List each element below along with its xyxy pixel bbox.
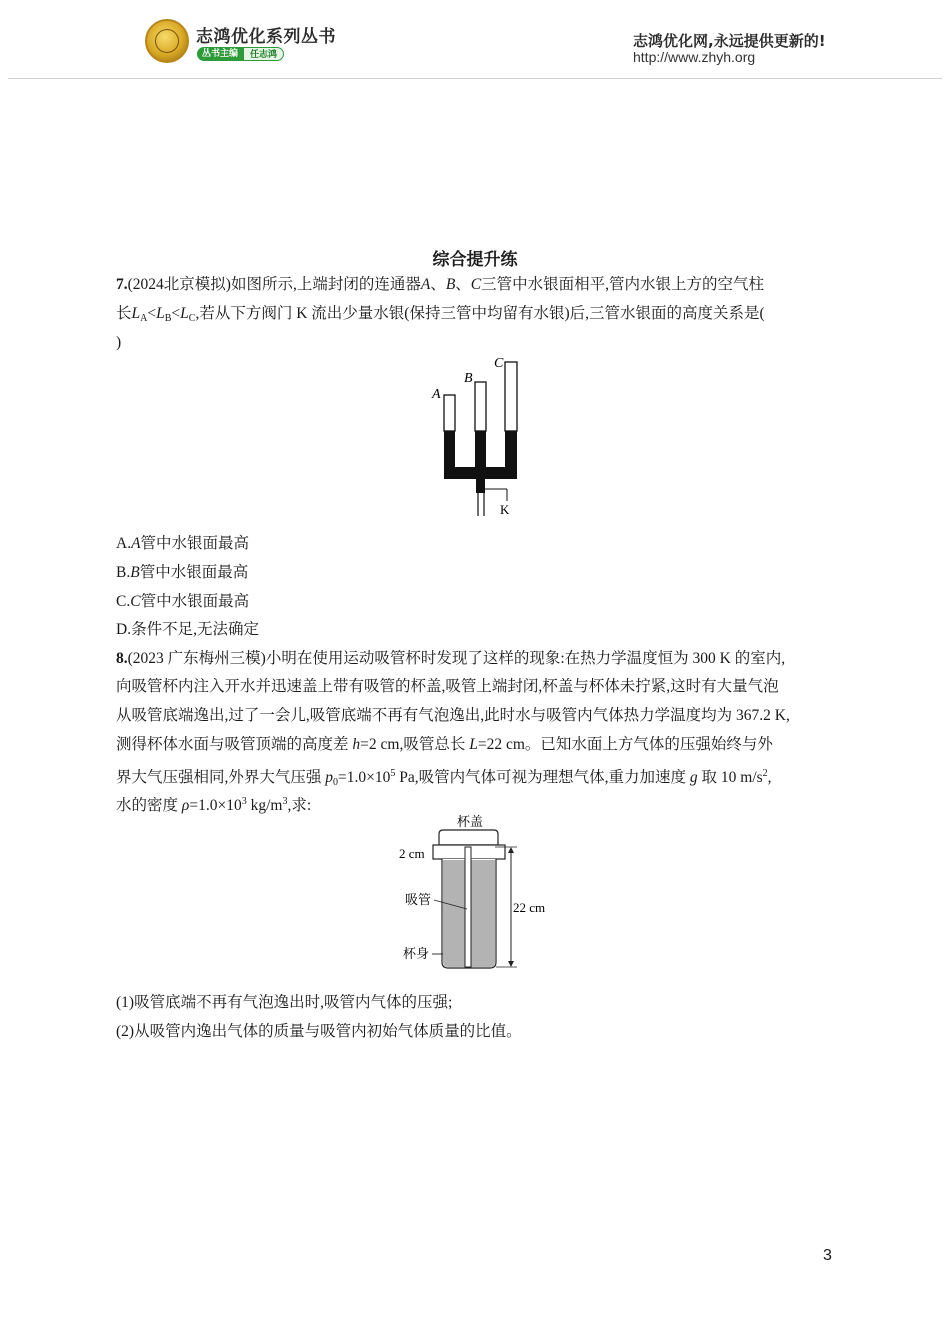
q8-line-5: 界大气压强相同,外界大气压强 $p_0=1.0\times 10^5$ Pa,吸管内气体可视为理想气体,重力加速度 g 取 10 $m/s^2$,	[116, 768, 772, 788]
cup-lid	[439, 830, 498, 845]
straw-label: 吸管	[405, 892, 432, 907]
q7-option-b[interactable]: B.B管中水银面最高	[116, 564, 249, 581]
q7-number: 7.	[116, 276, 128, 293]
tube-a	[444, 395, 455, 431]
tube-b-label: B	[464, 371, 473, 386]
q8-straw-cup-figure	[395, 812, 560, 977]
mercury-fill	[444, 431, 517, 493]
page-number: 3	[823, 1247, 832, 1264]
q8-number: 8.	[116, 650, 128, 667]
series-title: 志鸿优化系列丛书	[196, 27, 336, 47]
header-url[interactable]: http://www.zhyh.org	[633, 49, 756, 65]
valve-k-label: K	[500, 502, 510, 517]
q8-subquestion-2: (2)从吸管内逸出气体的质量与吸管内初始气体质量的比值。	[116, 1023, 522, 1040]
header-divider	[8, 78, 942, 79]
q8-line-2: 向吸管杯内注入开水并迅速盖上带有吸管的杯盖,吸管上端封闭,杯盖与杯体未拧紧,这时有大量气泡	[116, 678, 779, 695]
q8-subquestion-1: (1)吸管底端不再有气泡逸出时,吸管内气体的压强;	[116, 994, 453, 1011]
q7-line-1: 7.(2024北京模拟)如图所示,上端封闭的连通器A、B、C三管中水银面相平,管内水银上方的空气柱	[116, 276, 765, 293]
q7-line-3: )	[116, 334, 122, 351]
q8-line-4: 测得杯体水面与吸管顶端的高度差 h=2 cm,吸管总长 L=22 cm。已知水面上方气体的压强始终与外	[116, 736, 773, 753]
tube-b	[475, 382, 486, 431]
q7-line-2: 长$L_A<L_B<L_C$,若从下方阀门 K 流出少量水银(保持三管中均留有水银)后,三管水银面的高度关系是(	[116, 305, 765, 324]
editor-label: 丛书主编	[197, 47, 243, 61]
straw	[465, 847, 471, 967]
q7-communicating-vessel-figure	[425, 352, 535, 522]
editor-badge	[197, 47, 284, 61]
body-label: 杯身	[403, 946, 430, 961]
publisher-logo-seal	[145, 19, 189, 63]
lid-label: 杯盖	[457, 814, 484, 829]
q8-line-3: 从吸管底端逸出,过了一会儿,吸管底端不再有气泡逸出,此时水与吸管内气体热力学温度均为 367.2 K,	[116, 707, 790, 724]
q8-line-6: 水的密度 $\rho=1.0\times 10^3$ $kg/m^3$,求:	[116, 796, 312, 814]
q7-option-c[interactable]: C.C管中水银面最高	[116, 593, 250, 610]
header-slogan: 志鸿优化网,永远提供更新的!	[633, 32, 826, 50]
q8-line-1: 8.(2023 广东梅州三模)小明在使用运动吸管杯时发现了这样的现象:在热力学温度恒为 300 K 的室内,	[116, 650, 786, 667]
section-title: 综合提升练	[432, 250, 518, 269]
length-dimension-label: 22 cm	[513, 900, 546, 915]
tube-a-label: A	[432, 387, 441, 402]
tube-c	[505, 362, 517, 431]
tube-c-label: C	[494, 356, 504, 371]
q7-option-a[interactable]: A.A管中水银面最高	[116, 535, 250, 552]
gap-dimension-label: 2 cm	[399, 846, 425, 861]
q7-option-d[interactable]: D.条件不足,无法确定	[116, 621, 259, 638]
editor-name: 任志鸿	[243, 47, 284, 61]
